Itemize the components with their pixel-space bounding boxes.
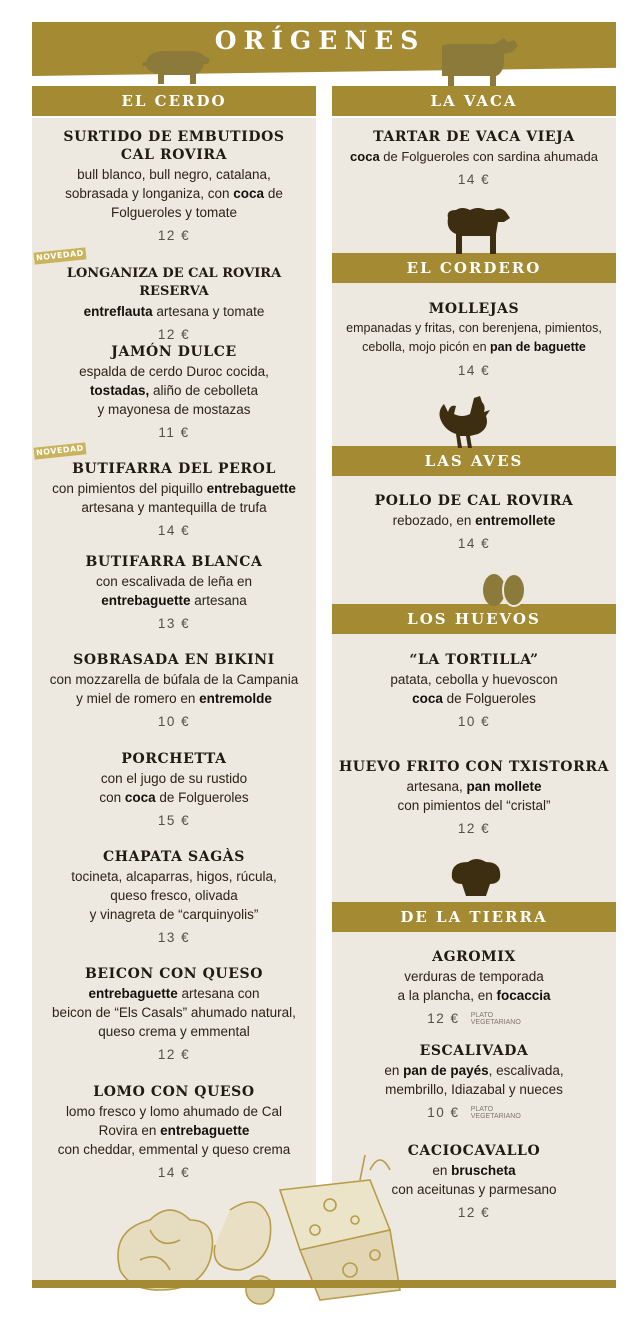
menu-item [32,128,316,245]
item-price: 12 € [457,821,491,836]
eggs-icon [480,570,530,608]
item-name: HUEVO FRITO CON TXISTORRA [338,759,610,775]
item-price: 12 € [157,1047,191,1062]
item-name: SOBRASADA EN BIKINI [73,652,275,668]
item-description: coca de Folgueroles con sardina ahumada [350,149,598,164]
item-price: 13 € [157,616,191,631]
item-name: ESCALIVADA [419,1043,529,1059]
item-name: PORCHETTA [121,751,227,767]
item-description: rebozado, en entremollete [392,513,556,528]
menu-item [32,553,316,633]
section-header-el-cerdo: EL CERDO [32,86,316,116]
item-name: SURTIDO DE EMBUTIDOS CAL ROVIRA [63,129,285,163]
menu-item [32,343,316,442]
item-description: entreflauta artesana y tomate [83,304,265,319]
item-price: 12 € PLATO VEGETARIANO [427,1011,521,1027]
item-description: artesana, pan mollete con pimientos del “cristal” [397,779,551,813]
item-description: lomo fresco y lomo ahumado de Cal Rovira en entrebaguette con cheddar, emmental y queso crema [57,1104,291,1157]
item-description: tocineta, alcaparras, higos, rúcula, queso fresco, olivada y vinagreta de “carquinyolis” [71,869,277,922]
bottom-border [32,1280,616,1288]
vegetarian-tag: PLATO VEGETARIANO [470,1012,521,1027]
item-price: 14 € [457,172,491,187]
item-price: 10 € PLATO VEGETARIANO [427,1105,521,1121]
item-name: MOLLEJAS [428,301,520,317]
item-price: 14 € [157,1165,191,1180]
item-price: 12 € [157,228,191,243]
item-name: CHAPATA SAGÀS [103,849,245,865]
item-description: con escalivada de leña en entrebaguette artesana [95,574,253,608]
item-description: entrebaguette artesana con beicon de “Els Casals” ahumado natural, queso crema y emmental [52,986,296,1039]
item-description: empanadas y fritas, con berenjena, pimientos, cebolla, mojo picón en pan de baguette [346,321,602,354]
item-name: LOMO CON QUESO [93,1084,255,1100]
section-header-los-huevos: LOS HUEVOS [332,604,616,634]
lamb-icon [442,204,512,256]
item-description: en pan de payés, escalivada, membrillo, Idiazabal y nueces [384,1063,564,1097]
item-name: BUTIFARRA DEL PEROL [72,461,276,477]
menu-item [332,948,616,1028]
menu-item [332,300,616,380]
menu-item [32,265,316,344]
item-price: 11 € [158,425,190,440]
menu-item [332,492,616,553]
menu-item [32,651,316,731]
item-price: 15 € [157,813,191,828]
mushroom-icon [446,856,506,900]
section-header-las-aves: LAS AVES [332,446,616,476]
item-price: 14 € [157,523,191,538]
menu-item [332,651,616,731]
item-name: JAMÓN DULCE [111,344,237,360]
menu-item [332,1042,616,1122]
item-name: BUTIFARRA BLANCA [85,554,263,570]
item-description: verduras de temporada a la plancha, en focaccia [397,969,551,1003]
menu-item [332,758,616,838]
novedad-badge: NOVEDAD [34,442,87,459]
item-name: “LA TORTILLA” [409,652,539,668]
item-description: con mozzarella de búfala de la Campania y miel de romero en entremolde [49,672,299,706]
item-description: espalda de cerdo Duroc cocida, tostadas, aliño de cebolleta y mayonesa de mostazas [79,364,269,417]
item-description: bull blanco, bull negro, catalana, sobrasada y longaniza, con coca de Folgueroles y tomate [65,167,283,220]
section-header-el-cordero: EL CORDERO [332,253,616,283]
item-name: CACIOCAVALLO [407,1143,541,1159]
vegetarian-tag: PLATO VEGETARIANO [470,1106,521,1121]
item-name: AGROMIX [432,949,516,965]
menu-item [332,128,616,189]
item-description: en bruscheta con aceitunas y parmesano [391,1163,557,1197]
menu-item [32,965,316,1064]
item-price: 10 € [157,714,191,729]
item-price: 12 € [157,327,191,342]
menu-item [32,848,316,947]
item-price: 14 € [457,363,491,378]
item-name: TARTAR DE VACA VIEJA [373,129,575,145]
item-price: 12 € [457,1205,491,1220]
item-description: con pimientos del piquillo entrebaguette artesana y mantequilla de trufa [52,481,296,515]
item-name: POLLO DE CAL ROVIRA [374,493,574,509]
item-price: 10 € [457,714,491,729]
item-price: 14 € [457,536,491,551]
section-header-la-vaca: LA VACA [332,86,616,116]
novedad-badge: NOVEDAD [34,247,87,264]
item-description: con el jugo de su rustido con coca de Folgueroles [99,771,249,805]
item-name: BEICON CON QUESO [84,966,264,982]
menu-item [32,460,316,540]
page-title: ORÍGENES [214,26,426,55]
item-description: patata, cebolla y huevoscon coca de Folgueroles [390,672,558,706]
item-price: 13 € [157,930,191,945]
item-name: LONGANIZA DE CAL ROVIRA RESERVA [66,266,282,299]
section-header-de-la-tierra: DE LA TIERRA [332,902,616,932]
menu-item [32,750,316,830]
rooster-icon [434,394,500,450]
pig-icon [140,42,212,86]
